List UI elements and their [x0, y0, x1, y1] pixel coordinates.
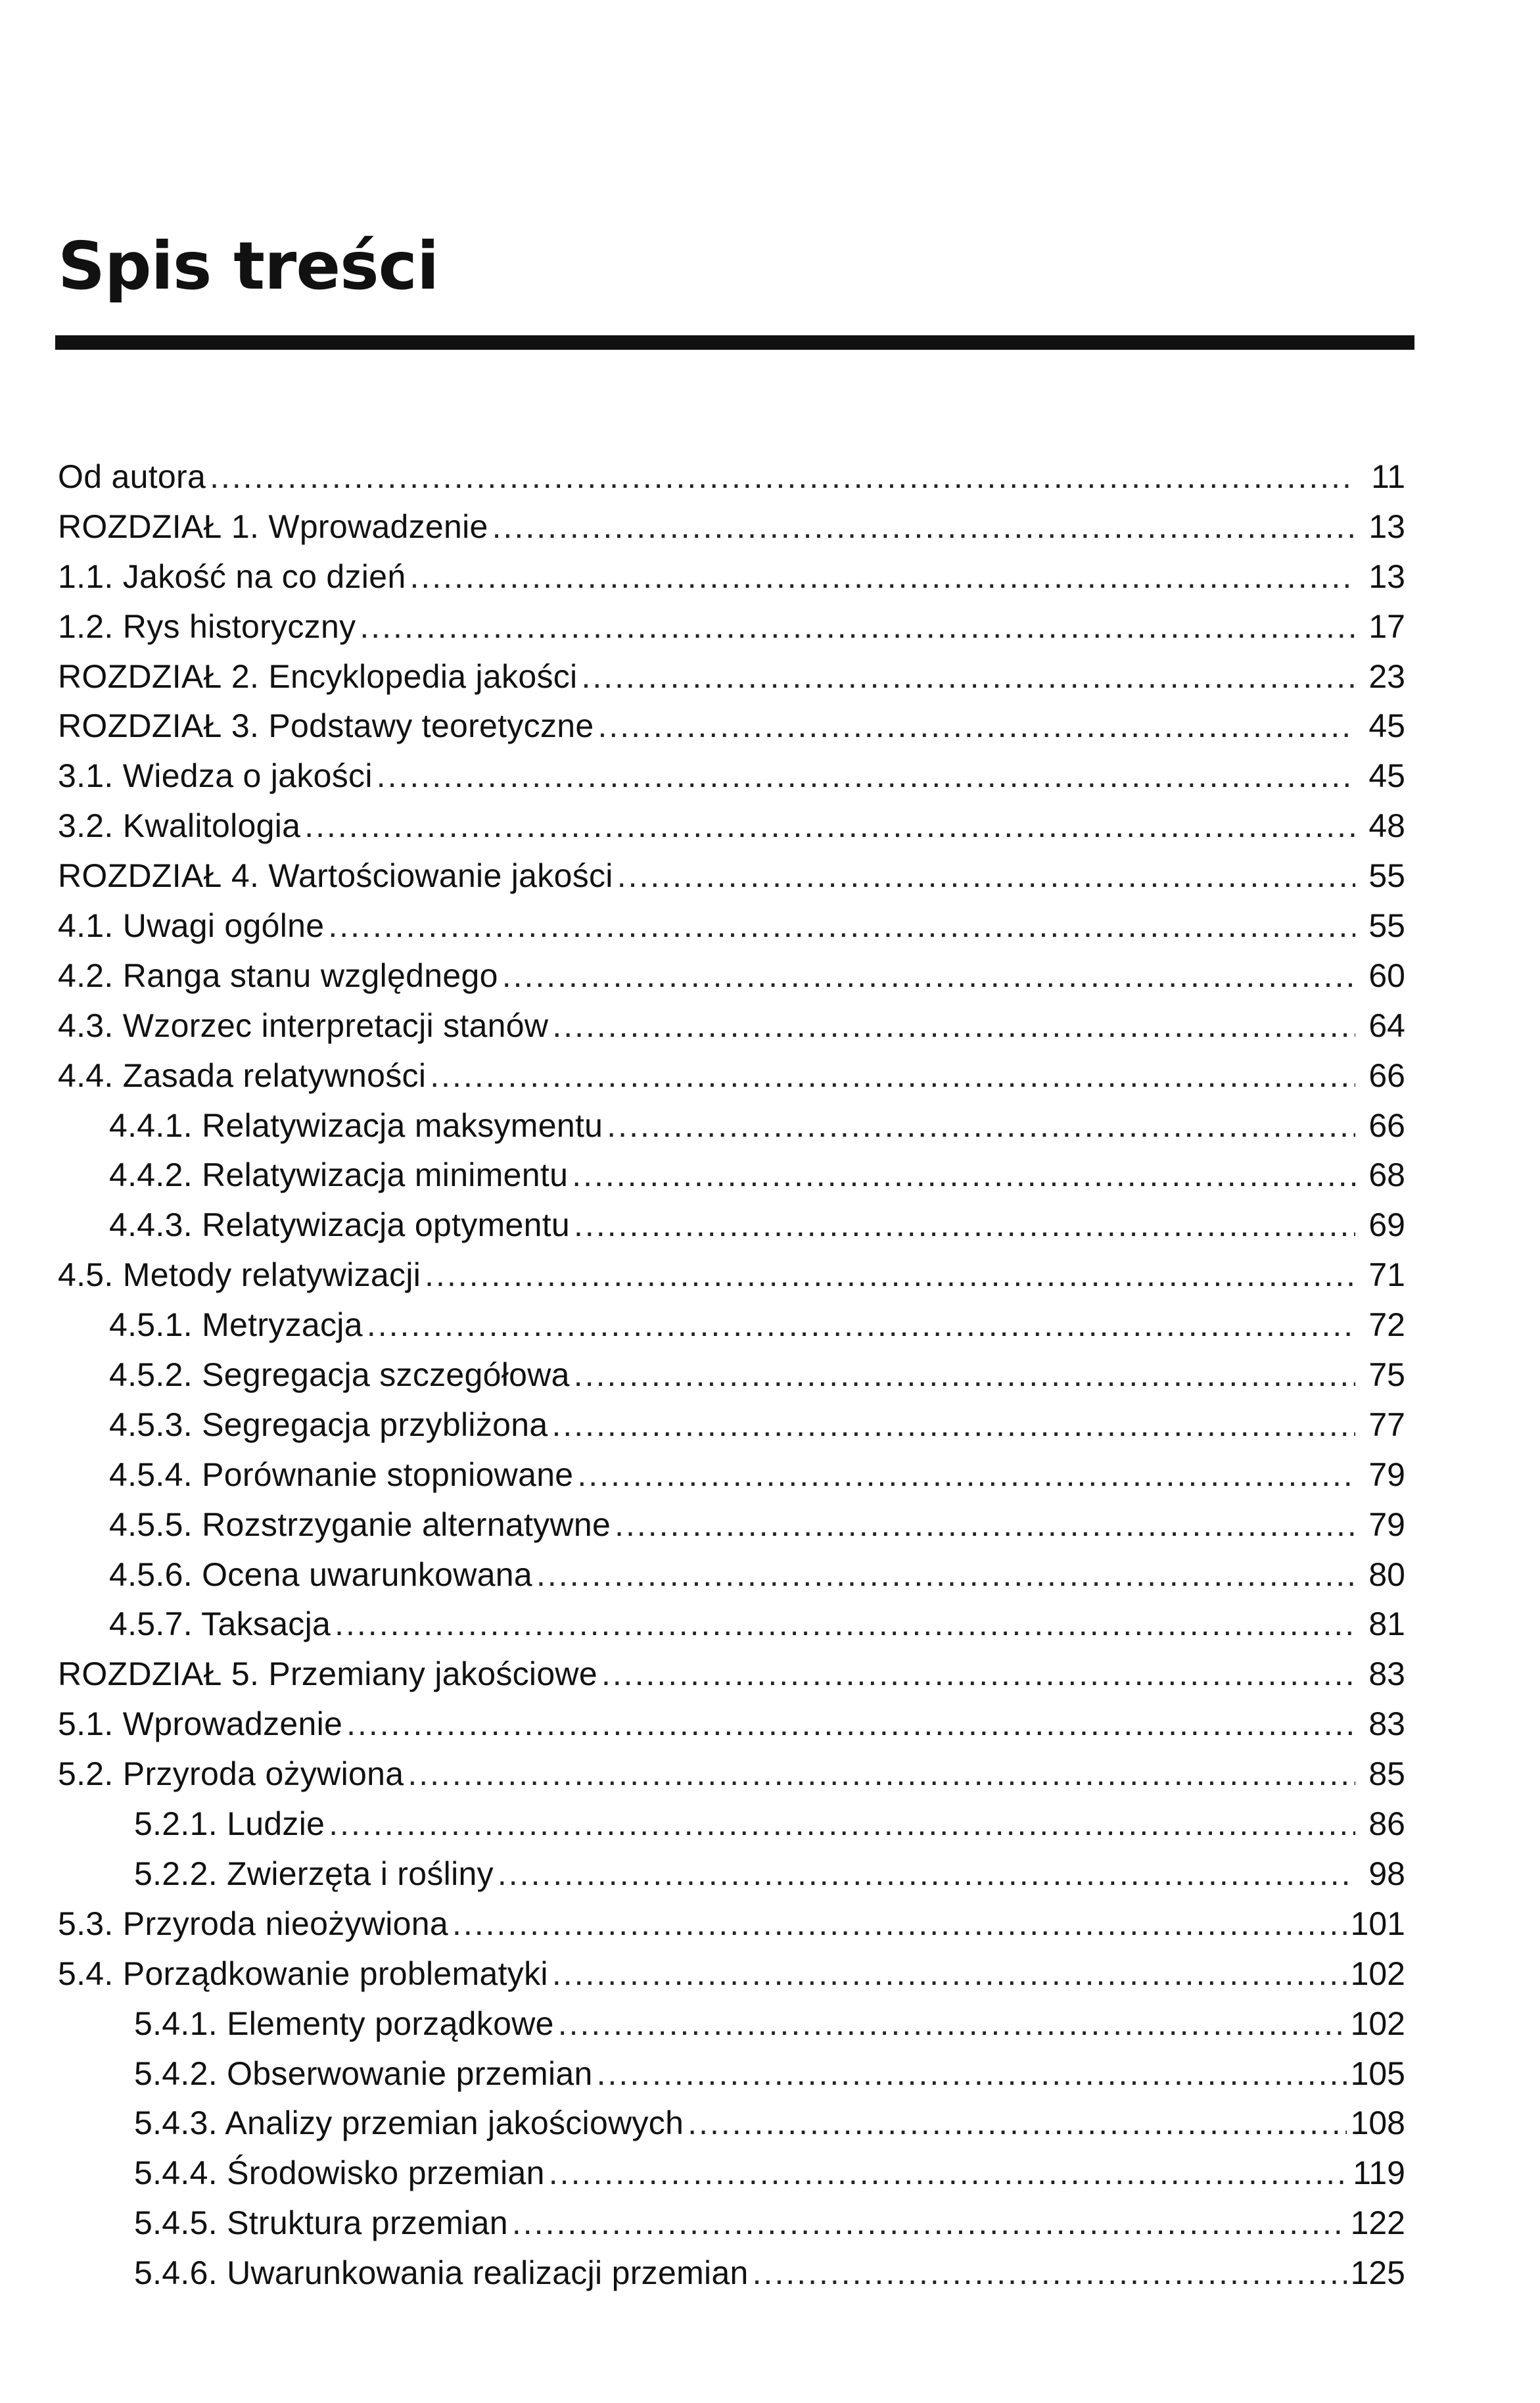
toc-dot-leader [615, 1500, 1355, 1550]
toc-dot-leader [409, 552, 1355, 602]
toc-entry-label: 4.5.5. Rozstrzyganie alternatywne [109, 1506, 611, 1543]
toc-entry-label: 5.4.2. Obserwowanie przemian [134, 2055, 593, 2092]
toc-dot-leader [551, 1400, 1355, 1450]
toc-entry-label: 5.2.1. Ludzie [134, 1805, 325, 1843]
toc-dot-leader [377, 751, 1355, 801]
toc-page-number: 45 [1368, 757, 1405, 795]
toc-entry-label: 5.2.2. Zwierzęta i rośliny [134, 1855, 494, 1892]
toc-page-number: 48 [1368, 807, 1405, 845]
toc-dot-leader [502, 951, 1355, 1001]
toc-page-number: 17 [1368, 607, 1405, 645]
toc-dot-leader [753, 2248, 1347, 2298]
toc-dot-leader [574, 1201, 1355, 1250]
toc-entry-label: 5.4. Porządkowanie problematyki [58, 1955, 548, 1992]
toc-page-number: 60 [1368, 957, 1405, 994]
toc-entry-label: ROZDZIAŁ 3. Podstawy teoretyczne [58, 707, 594, 745]
toc-entry-label: 5.4.3. Analizy przemian jakościowych [134, 2105, 684, 2142]
toc-page-number: 119 [1353, 2154, 1405, 2192]
toc-dot-leader [210, 452, 1355, 502]
toc-entry-label: 1.1. Jakość na co dzień [58, 558, 406, 595]
toc-dot-leader [329, 1799, 1355, 1849]
toc-dot-leader [492, 502, 1355, 552]
toc-page-number: 55 [1368, 857, 1405, 895]
toc-dot-leader [346, 1700, 1355, 1749]
toc-page-number: 79 [1368, 1506, 1405, 1543]
toc-entry-label: 4.5. Metody relatywizacji [58, 1256, 421, 1294]
title-rule [55, 335, 1414, 350]
toc-dot-leader [408, 1749, 1355, 1799]
toc-dot-leader [360, 602, 1355, 652]
toc-entry [58, 443, 1405, 493]
toc-dot-leader [425, 1250, 1355, 1300]
toc-entry-label: Od autora [58, 458, 206, 495]
toc-page-number: 81 [1368, 1606, 1405, 1643]
toc-dot-leader [558, 1999, 1347, 2049]
toc-page-number: 83 [1368, 1705, 1405, 1743]
toc-dot-leader [498, 1849, 1355, 1899]
toc-page-number: 108 [1350, 2105, 1405, 2142]
toc-page-number: 85 [1368, 1755, 1405, 1793]
toc-page-number: 66 [1368, 1057, 1405, 1094]
toc-entry-label: 4.5.7. Taksacja [109, 1606, 331, 1643]
toc-entry-label: 4.4.2. Relatywizacja minimentu [109, 1156, 569, 1194]
toc-page-number: 101 [1350, 1905, 1405, 1942]
toc-page-number: 83 [1368, 1655, 1405, 1693]
toc-dot-leader [572, 1151, 1355, 1201]
toc-entry-label: 3.2. Kwalitologia [58, 807, 301, 845]
toc-entry-label: 5.2. Przyroda ożywiona [58, 1755, 404, 1793]
toc-entry-label: ROZDZIAŁ 1. Wprowadzenie [58, 508, 488, 545]
toc-dot-leader [597, 2049, 1347, 2099]
toc-entry-label: 4.5.2. Segregacja szczegółowa [109, 1356, 570, 1394]
toc-dot-leader [597, 702, 1355, 751]
toc-entry-label: 1.2. Rys historyczny [58, 607, 356, 645]
toc-dot-leader [536, 1550, 1355, 1600]
toc-page-number: 69 [1368, 1206, 1405, 1244]
toc-page-number: 68 [1368, 1156, 1405, 1194]
toc-dot-leader [335, 1600, 1355, 1650]
toc-dot-leader [304, 801, 1355, 851]
toc-page-number: 102 [1350, 1955, 1405, 1992]
toc-page-number: 122 [1350, 2204, 1405, 2242]
toc-dot-leader [552, 1949, 1347, 1999]
toc-entry-label: 4.2. Ranga stanu względnego [58, 957, 498, 994]
toc-page-number: 13 [1368, 508, 1405, 545]
toc-page-number: 11 [1371, 458, 1405, 495]
toc-page-number: 75 [1368, 1356, 1405, 1394]
toc-page-number: 64 [1368, 1007, 1405, 1044]
toc-entry-label: 3.1. Wiedza o jakości [58, 757, 373, 795]
toc-page-number: 23 [1368, 657, 1405, 695]
toc-page-number: 79 [1368, 1456, 1405, 1493]
toc-page-number: 86 [1368, 1805, 1405, 1843]
toc-entry-label: 5.4.1. Elementy porządkowe [134, 2005, 554, 2042]
toc-page-number: 80 [1368, 1556, 1405, 1593]
toc-entry-label: 4.1. Uwagi ogólne [58, 907, 325, 945]
toc-entry-label: 4.5.6. Ocena uwarunkowana [109, 1556, 533, 1593]
toc-dot-leader [552, 1001, 1355, 1051]
toc-dot-leader [607, 1101, 1355, 1151]
toc-dot-leader [452, 1899, 1347, 1949]
toc-entry-label: 5.4.6. Uwarunkowania realizacji przemian [134, 2254, 749, 2292]
toc-entry-label: 4.3. Wzorzec interpretacji stanów [58, 1007, 549, 1044]
toc-page-number: 102 [1350, 2005, 1405, 2042]
toc-page-number: 55 [1368, 907, 1405, 945]
page-title: Spis treści [58, 227, 439, 304]
toc-page-number: 45 [1368, 707, 1405, 745]
toc-dot-leader [601, 1650, 1355, 1700]
toc-page-number: 77 [1368, 1406, 1405, 1443]
toc-entry-label: 4.4. Zasada relatywności [58, 1057, 427, 1094]
toc-entry-label: 4.4.1. Relatywizacja maksymentu [109, 1106, 603, 1144]
toc-page-number: 13 [1368, 558, 1405, 595]
toc-dot-leader [549, 2149, 1349, 2199]
toc-entry-label: 4.5.1. Metryzacja [109, 1306, 363, 1344]
toc-entry-label: 5.1. Wprowadzenie [58, 1705, 343, 1743]
toc-dot-leader [581, 652, 1355, 702]
toc-entry-label: ROZDZIAŁ 5. Przemiany jakościowe [58, 1655, 597, 1693]
toc-dot-leader [512, 2199, 1347, 2248]
toc-page-number: 71 [1368, 1256, 1405, 1294]
toc-page-number: 98 [1368, 1855, 1405, 1892]
toc-entry-label: 5.3. Przyroda nieożywiona [58, 1905, 448, 1942]
toc-dot-leader [574, 1350, 1355, 1400]
toc-dot-leader [688, 2099, 1346, 2149]
toc-entry-label: ROZDZIAŁ 2. Encyklopedia jakości [58, 657, 578, 695]
toc-page-number: 66 [1368, 1106, 1405, 1144]
toc-dot-leader [577, 1450, 1355, 1500]
toc-entry-label: 4.4.3. Relatywizacja optymentu [109, 1206, 571, 1244]
toc-dot-leader [367, 1300, 1355, 1350]
toc-entry-label: ROZDZIAŁ 4. Wartościowanie jakości [58, 857, 613, 895]
toc-dot-leader [430, 1051, 1355, 1101]
toc-page-number: 105 [1350, 2055, 1405, 2092]
toc-page-number: 72 [1368, 1306, 1405, 1344]
toc-entry-label: 4.5.3. Segregacja przybliżona [109, 1406, 548, 1443]
toc-entry-label: 5.4.5. Struktura przemian [134, 2204, 508, 2242]
toc-entry-label: 4.5.4. Porównanie stopniowane [109, 1456, 574, 1493]
toc-dot-leader [328, 901, 1355, 951]
toc-dot-leader [617, 851, 1355, 901]
toc-entry-label: 5.4.4. Środowisko przemian [134, 2154, 545, 2192]
table-of-contents [58, 443, 1405, 2292]
toc-page-number: 125 [1350, 2254, 1405, 2292]
